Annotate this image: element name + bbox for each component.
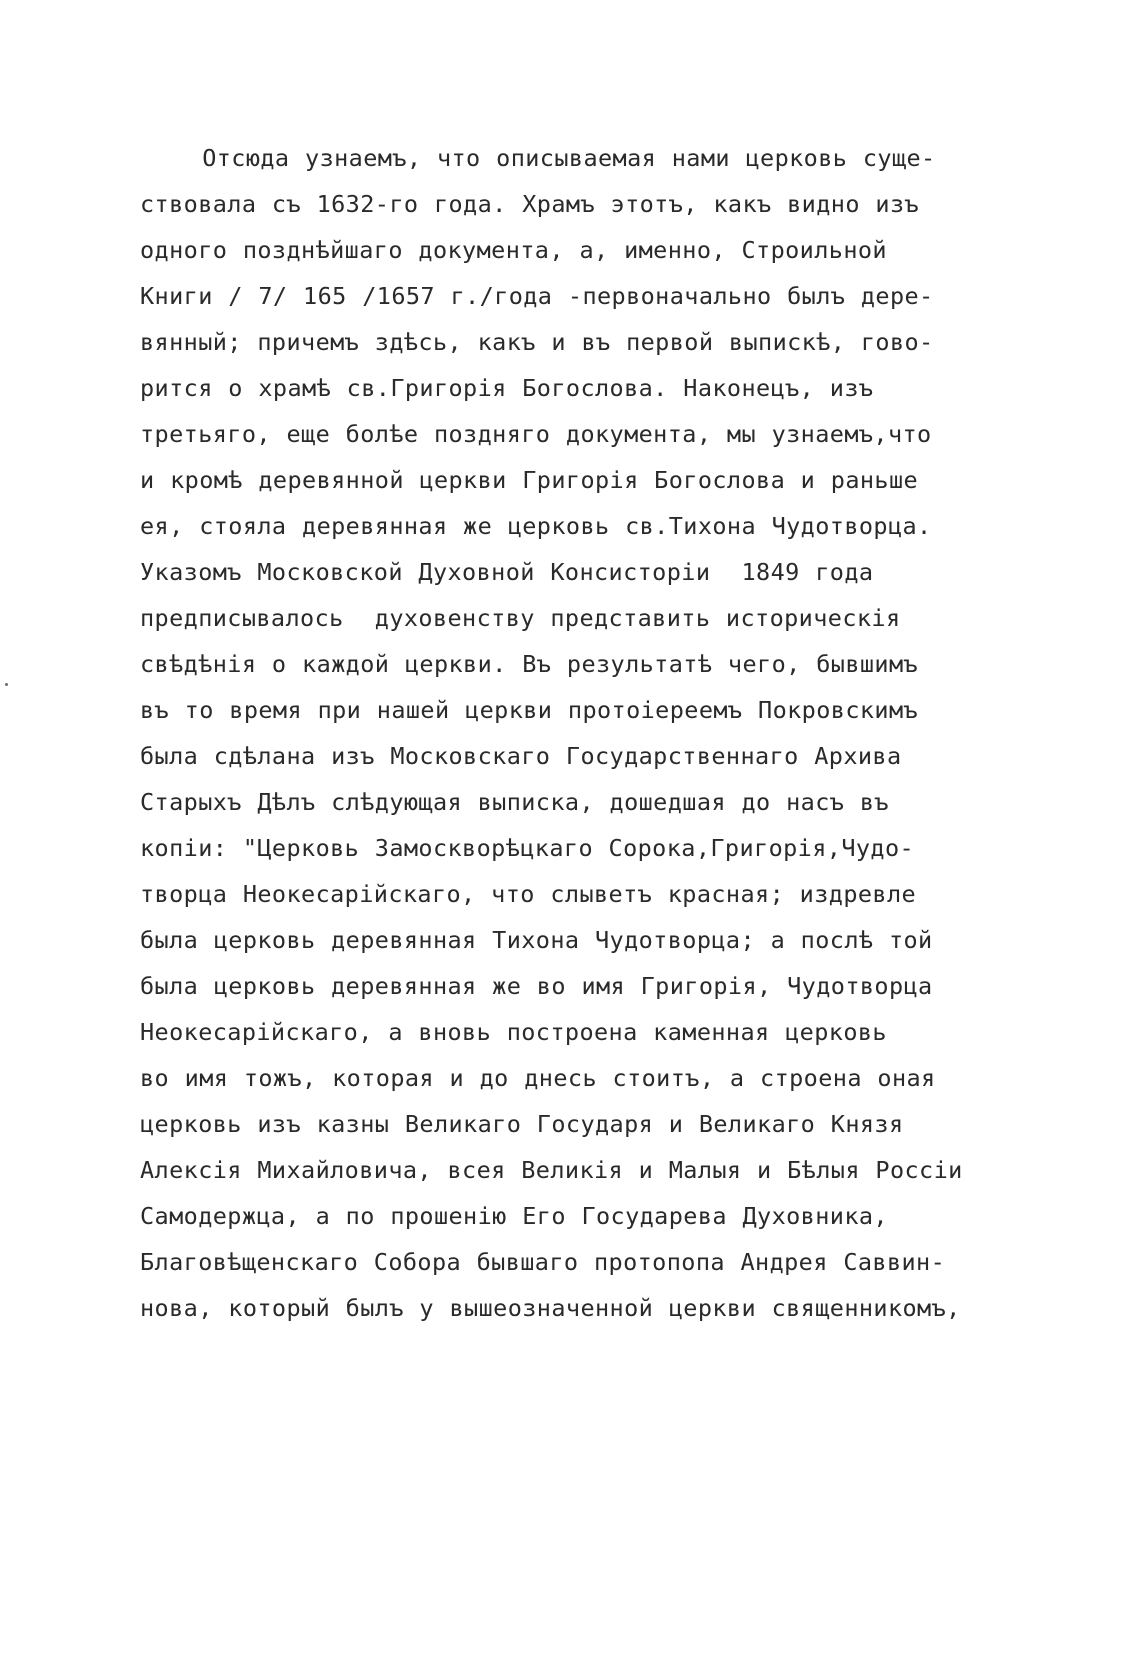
text-line-10: Указомъ Московской Духовной Консисторіи 1849 года (140, 558, 874, 586)
text-line-5: вянный; причемъ здѣсь, какъ и въ первой выпискѣ, гово- (140, 328, 934, 356)
text-line-9: ея, стояла деревянная же церковь св.Тихона Чудотворца. (140, 512, 932, 540)
text-line-11: предписывалось духовенству представить историческія (140, 604, 901, 632)
text-line-3: одного позднѣйшаго документа, а, именно, Строильной (140, 236, 887, 264)
text-line-23: Алексія Михайловича, всея Великія и Малыя и Бѣлыя Россіи (140, 1156, 963, 1184)
text-line-1: Отсюда узнаемъ, что описываемая нами церковь суще- (140, 144, 936, 172)
text-line-22: церковь изъ казны Великаго Государя и Великаго Князя (140, 1110, 904, 1138)
text-line-19: была церковь деревянная же во имя Григорія, Чудотворца (140, 972, 933, 1000)
margin-ink-dot (5, 683, 8, 686)
text-line-13: въ то время при нашей церкви протоіереемъ Покровскимъ (140, 696, 919, 724)
text-line-4: Книги / 7/ 165 /1657 г./года -первоначально былъ дере- (140, 282, 934, 310)
text-line-8: и кромѣ деревянной церкви Григорія Богослова и раньше (140, 466, 919, 494)
text-line-15: Старыхъ Дѣлъ слѣдующая выписка, дошедшая до насъ въ (140, 788, 889, 816)
text-line-7: третьяго, еще болѣе поздняго документа, мы узнаемъ,что (140, 420, 932, 448)
text-line-6: рится о храмѣ св.Григорія Богослова. Наконецъ, изъ (140, 374, 874, 402)
text-line-26: нова, который былъ у вышеозначенной церкви священникомъ, (140, 1294, 961, 1322)
text-line-20: Неокесарійскаго, а вновь построена каменная церковь (140, 1018, 887, 1046)
text-line-18: была церковь деревянная Тихона Чудотворца; а послѣ той (140, 926, 933, 954)
text-line-14: была сдѣлана изъ Московскаго Государственнаго Архива (140, 742, 902, 770)
text-line-2: ствовала съ 1632-го года. Храмъ этотъ, какъ видно изъ (140, 190, 920, 218)
text-line-12: свѣдѣнія о каждой церкви. Въ результатѣ чего, бывшимъ (140, 650, 919, 678)
text-line-25: Благовѣщенскаго Собора бывшаго протопопа Андрея Саввин- (140, 1248, 946, 1276)
text-line-17: творца Неокесарійскаго, что слыветъ красная; издревле (140, 880, 917, 908)
text-line-16: копіи: "Церковь Замоскворѣцкаго Сорока,Григорія,Чудо- (140, 834, 915, 862)
text-line-24: Самодержца, а по прошенію Его Государева Духовника, (140, 1202, 888, 1230)
text-line-21: во имя тожъ, которая и до днесь стоитъ, а строена оная (140, 1064, 936, 1092)
